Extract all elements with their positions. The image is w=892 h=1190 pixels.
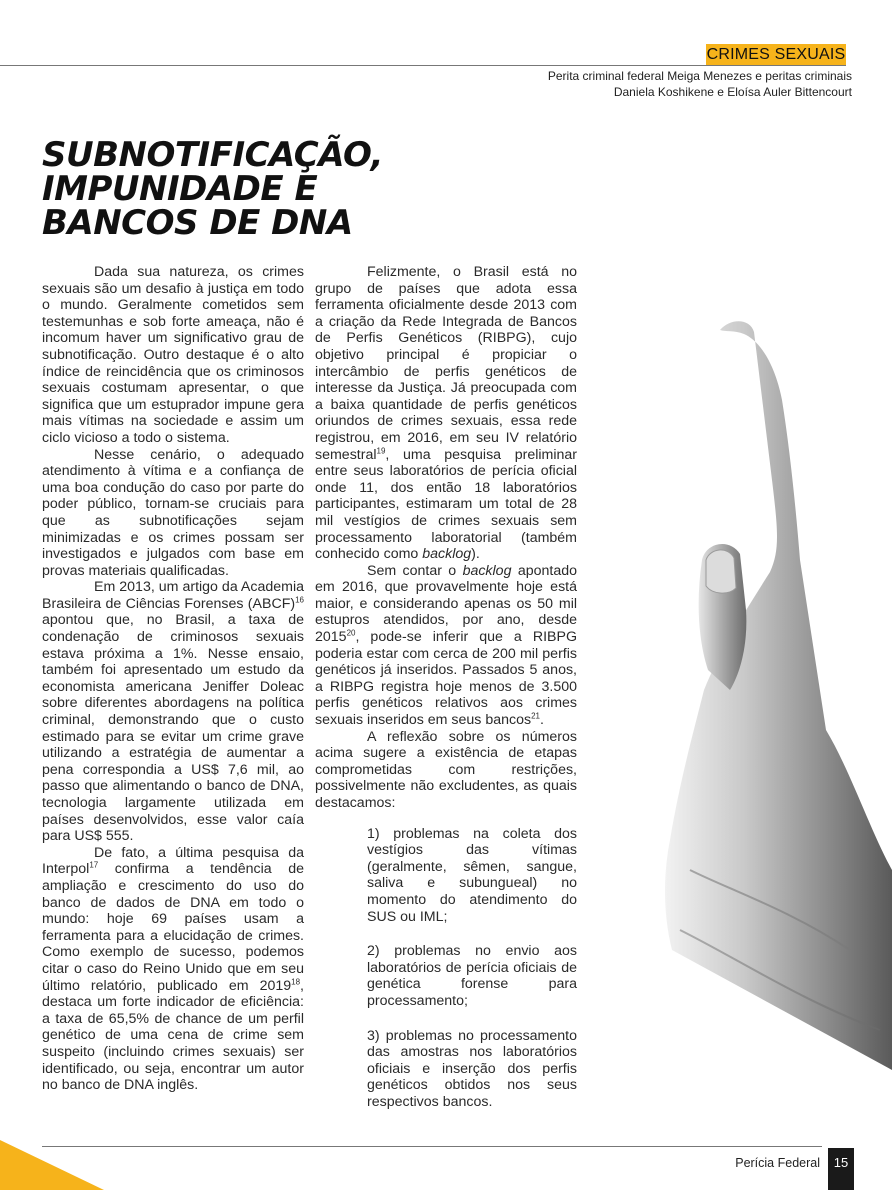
text-run: apontou que, no Brasil, a taxa de condenação de criminosos sexuais estava próxima a 1%. Nesse ensaio, também foi apresentado um estudo da economista americana Jeniffer Doleac sobre diferentes abordagens na política criminal, demonstrando que o custo estimado para se evitar um crime grave utilizando a estratégia de aumentar a pena correspondia a US$ 7,6 mil, ao passo que alimentando o banco de DNA, tecnologia largamente utilizada em países desenvolvidos, esse valor caía para US$ 555.: [42, 612, 304, 845]
text-run: ).: [471, 546, 480, 563]
title-line-2: IMPUNIDADE E: [42, 169, 318, 209]
text-run: apontado em 2016, que provavelmente hoje está maior, e considerando apenas os 50 mil estupros atendidos, por ano, desde 2015: [315, 562, 577, 646]
footer-rule: [42, 1146, 822, 1147]
corner-accent: [0, 1140, 110, 1190]
magazine-name: Perícia Federal: [735, 1156, 820, 1170]
footnote-ref: 19: [376, 445, 386, 455]
text-run: .: [539, 712, 544, 729]
page-number: 15: [828, 1148, 854, 1190]
paragraph: Dada sua natureza, os crimes sexuais são um desafio à justiça em todo o mundo. Geralmente cometidos sem testemunhas e sob forte ameaça, não é incomum haver um significativo grau de subnotificação. Outro destaque é o alto índice de reincidência que os criminosos sexuais costumam apresentar, o que significa que um estuprador impune gera mais vítimas na sociedade e assim um ciclo vicioso a todo o sistema.: [42, 264, 304, 446]
text-run: , pode-se inferir que a RIBPG poderia estar com cerca de 200 mil perfis genéticos já inseridos. Passados 5 anos, a RIBPG registra hoje menos de 3.500 perfis genéticos relativos aos crimes sexuais inseridos em seus bancos: [315, 629, 577, 729]
footnote-ref: 21: [531, 711, 540, 721]
byline-line-2: Daniela Koshikene e Eloísa Auler Bittencourt: [613, 85, 852, 99]
text-run: Felizmente, o Brasil está no grupo de países que adota essa ferramenta oficialmente desde 2013 com a criação da Rede Integrada de Bancos de Perfis Genéticos (RIBPG), cujo objetivo principal é propiciar o intercâmbio de perfis genéticos de interesse da Justiça. Já preocupada com a baixa quantidade de perfis genéticos oriundos de crimes sexuais, essa rede registrou, em 2016, em seu IV relatório semestral: [315, 264, 577, 463]
footnote-ref: 20: [346, 628, 356, 638]
footnote-ref: 16: [295, 595, 304, 605]
text-run: Sem contar o: [367, 562, 463, 579]
column-right: [315, 264, 577, 1129]
paragraph: [315, 264, 577, 563]
text-run: Em 2013, um artigo da Academia Brasileira de Ciências Forenses (ABCF): [42, 579, 304, 612]
text-run: confirma a tendência de ampliação e crescimento do uso do banco de dados de DNA em todo o mundo: hoje 69 países usam a ferramenta para a elucidação de crimes. Como exemplo de sucesso, podemos citar o caso do Reino Unido que em seu último relatório, publicado em 2019: [42, 861, 304, 994]
italic-term: backlog: [422, 546, 472, 563]
list-item: 1) problemas na coleta dos vestígios das vítimas (geralmente, sêmen, sangue, saliva e subungueal) no momento do atendimento do SUS ou IML;: [367, 825, 577, 925]
hand-silhouette: [665, 321, 892, 1070]
paragraph: A reflexão sobre os números acima sugere a existência de etapas comprometidas com restrições, possivelmente não excludentes, as quais destacamos:: [315, 728, 577, 811]
problem-list: [315, 826, 577, 1111]
byline-line-1: Perita criminal federal Meiga Menezes e peritas criminais: [547, 69, 852, 83]
text-run: De fato, a última pesquisa da Interpol: [42, 844, 304, 878]
header-rule: [0, 65, 846, 66]
footnote-ref: 17: [89, 860, 99, 870]
italic-term: backlog: [462, 562, 512, 579]
column-left: [42, 264, 304, 1094]
paragraph: [42, 579, 304, 845]
text-run: , destaca um forte indicador de eficiência: a taxa de 65,5% de chance de um perfil genético de uma cena de crime sem suspeito (incluindo crimes sexuais) ser identificado, ou seja, encontrar um autor no banco de DNA inglês.: [42, 977, 304, 1094]
corner-triangle: [0, 1140, 104, 1190]
list-item: 3) problemas no processamento das amostras nos laboratórios oficiais e inserção dos perfis genéticos obtidos nos seus respectivos bancos.: [367, 1027, 577, 1110]
title-line-3: BANCOS DE DNA: [42, 203, 353, 243]
paragraph: [42, 845, 304, 1094]
article-title: [42, 135, 384, 243]
paragraph: [315, 563, 577, 729]
hand-photo: [650, 310, 892, 1070]
footnote-ref: 18: [291, 976, 301, 986]
list-item: 2) problemas no envio aos laboratórios de perícia oficiais de genética forense para processamento;: [367, 943, 577, 1009]
text-run: , uma pesquisa preliminar entre seus laboratórios de perícia oficial onde 11, dos então 18 laboratórios participantes, estimaram um total de 28 mil vestígios de crimes sexuais sem processamento laboratorial (também conhecido como: [315, 446, 577, 563]
thumbnail: [706, 550, 736, 593]
paragraph: Nesse cenário, o adequado atendimento à vítima e a confiança de uma boa condução do caso por parte do poder público, tornam-se cruciais para que as subnotificações sejam minimizadas e os crimes possam ser investigados e julgados com base em provas materiais qualificadas.: [42, 446, 304, 579]
section-tag: CRIMES SEXUAIS: [706, 46, 846, 63]
byline: [432, 68, 852, 100]
title-line-1: SUBNOTIFICAÇÃO,: [42, 135, 384, 175]
